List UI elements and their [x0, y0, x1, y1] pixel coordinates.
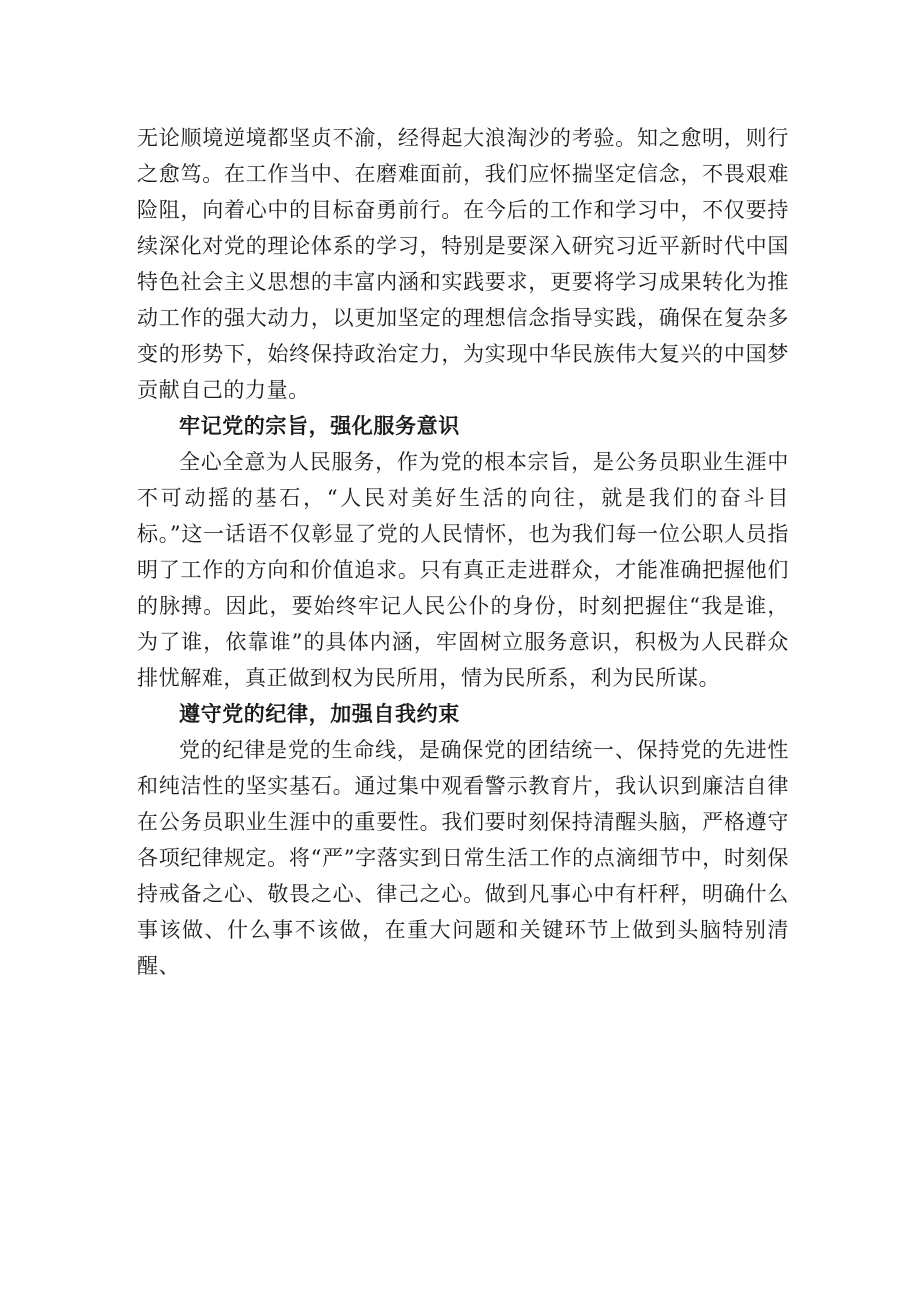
- document-body: [137, 120, 789, 984]
- paragraph: 全心全意为人民服务，作为党的根本宗旨，是公务员职业生涯中不可动摇的基石，“人民对美好生活的向往，就是我们的奋斗目标。”这一话语不仅彰显了党的人民情怀，也为我们每一位公职人员指明了工作的方向和价值追求。只有真正走进群众，才能准确把握他们的脉搏。因此，要始终牢记人民公仆的身份，时刻把握住“我是谁，为了谁，依靠谁”的具体内涵，牢固树立服务意识，积极为人民群众排忧解难，真正做到权为民所用，情为民所系，利为民所谋。: [137, 450, 789, 690]
- section-heading: 遵守党的纪律，加强自我约束: [179, 701, 460, 726]
- paragraph: 无论顺境逆境都坚贞不渝，经得起大浪淘沙的考验。知之愈明，则行之愈笃。在工作当中、在磨难面前，我们应怀揣坚定信念，不畏艰难险阻，向着心中的目标奋勇前行。在今后的工作和学习中，不仅要持续深化对党的理论体系的学习，特别是要深入研究习近平新时代中国特色社会主义思想的丰富内涵和实践要求，更要将学习成果转化为推动工作的强大动力，以更加坚定的理想信念指导实践，确保在复杂多变的形势下，始终保持政治定力，为实现中华民族伟大复兴的中国梦贡献自己的力量。: [137, 126, 789, 402]
- section-heading: 牢记党的宗旨，强化服务意识: [179, 413, 460, 438]
- paragraph: 党的纪律是党的生命线，是确保党的团结统一、保持党的先进性和纯洁性的坚实基石。通过集中观看警示教育片，我认识到廉洁自律在公务员职业生涯中的重要性。我们要时刻保持清醒头脑，严格遵守各项纪律规定。将“严”字落实到日常生活工作的点滴细节中，时刻保持戒备之心、敬畏之心、律己之心。做到凡事心中有杆秤，明确什么事该做、什么事不该做，在重大问题和关键环节上做到头脑特别清醒、: [137, 738, 789, 978]
